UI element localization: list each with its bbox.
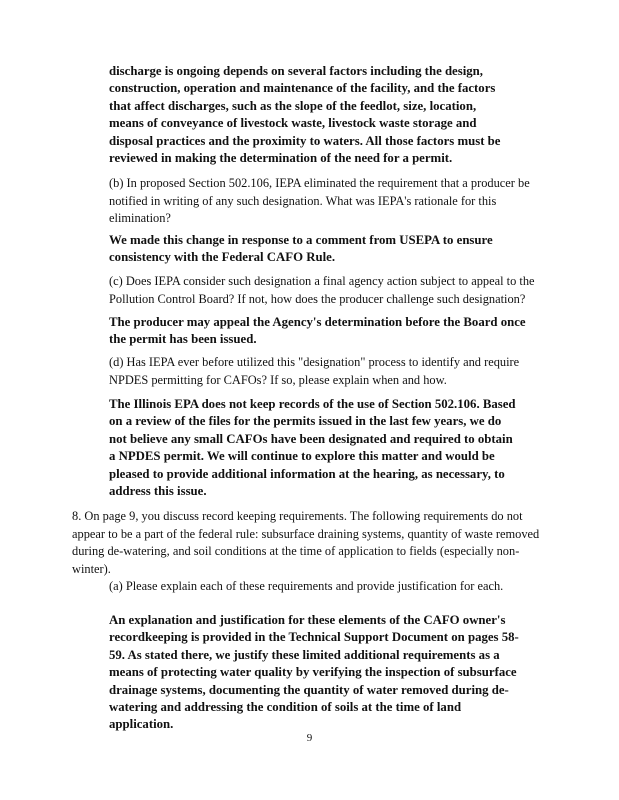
question-8a: (a) Please explain each of these requirements and provide justification for each. (109, 579, 504, 593)
question-d: (d) Has IEPA ever before utilized this "designation" process to identify and require NPDES permitting for CAFOs? If so, please explain when and how. (109, 355, 520, 387)
page-number: 9 (306, 732, 313, 744)
question-c: (c) Does IEPA consider such designation a final agency action subject to appeal to the Pollution Control Board? If not, how does the producer challenge such designation? (109, 274, 535, 306)
question-8: 8. On page 9, you discuss record keeping requirements. The following requirements do not appear to be a part of the federal rule: subsurface draining systems, quantity of waste removed during de-watering, and soil conditions at the time of application to fields (especially non-winter). (72, 509, 540, 576)
answer-continuation: discharge is ongoing depends on several factors including the design, construction, operation and maintenance of the facility, and the factors that affect discharges, such as the slope of the feedlot, size, location, means of conveyance of livestock waste, livestock waste storage and disposal practices and the proximity to waters. All those factors must be reviewed in making the determination of the need for a permit. (109, 64, 501, 166)
answer-d: The Illinois EPA does not keep records of the use of Section 502.106. Based on a review of the files for the permits issued in the last few years, we do not believe any small CAFOs have been designated and required to obtain a NPDES permit. We will continue to explore this matter and would be pleased to provide additional information at the hearing, as necessary, to address this issue. (109, 397, 516, 499)
answer-b: We made this change in response to a comment from USEPA to ensure consistency with the Federal CAFO Rule. (109, 233, 493, 265)
answer-c: The producer may appeal the Agency's determination before the Board once the permit has been issued. (109, 315, 526, 347)
answer-8a: An explanation and justification for these elements of the CAFO owner's recordkeeping is provided in the Technical Support Document on pages 58-59. As stated there, we justify these limited additional requirements as a means of protecting water quality by verifying the inspection of subsurface drainage systems, documenting the quantity of water removed during de-watering and addressing the condition of soils at the time of land application. (109, 613, 519, 732)
question-b: (b) In proposed Section 502.106, IEPA eliminated the requirement that a producer be notified in writing of any such designation. What was IEPA's rationale for this elimination? (109, 176, 530, 226)
